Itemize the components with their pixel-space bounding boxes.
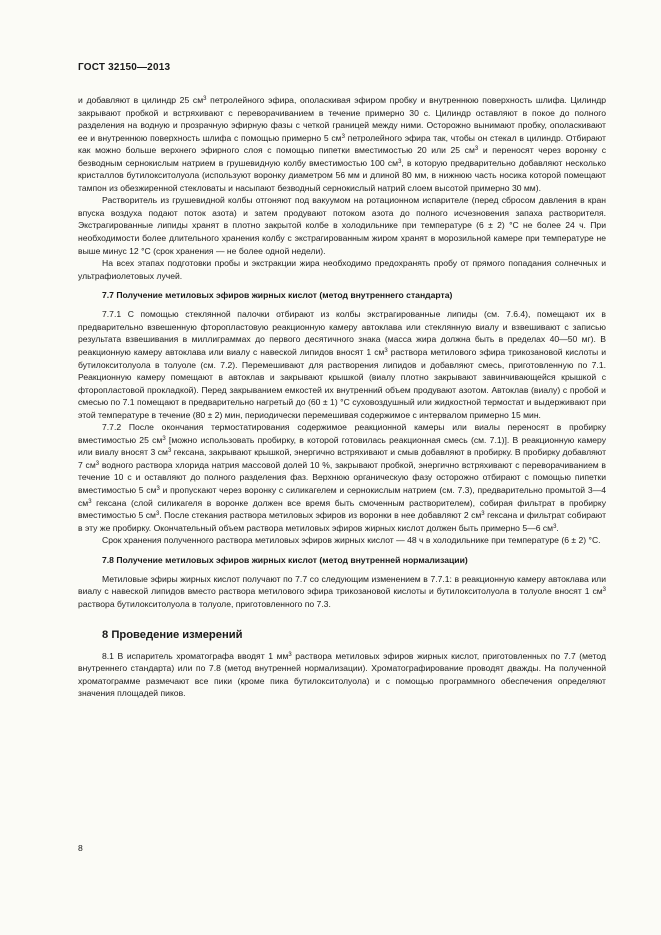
heading-7-7: 7.7 Получение метиловых эфиров жирных кислот (метод внутреннего стандарта) (102, 290, 453, 300)
document-header: ГОСТ 32150—2013 (78, 62, 171, 73)
paragraph-light-protection: На всех этапах подготовки пробы и экстракции жира необходимо предохранять пробу от прямого попадания солнечных и ультрафиолетовых лучей. (78, 258, 606, 281)
paragraph-storage: Срок хранения полученного раствора метиловых эфиров жирных кислот — 48 ч в холодильнике при температуре (6 ± 2) °С. (102, 535, 601, 546)
paragraph-7-7-1: 7.7.1 С помощью стеклянной палочки отбирают из колбы экстрагированные липиды (см. 7.6.4), помещают их в предварительно взвешенную фторопластовую реакционную камеру автоклава или стеклянную виалу и взвешивают с записью результата взвешивания в миллиграммах до первого десятичного знака (масса жира должна быть в пределах 40—50 мг). В реакционную камеру автоклава или виалу с навеской липидов вносят 1 $см^3$ раствора метилового эфира трикозановой кислоты и бутилокситолуола в толуоле (см. 7.2). Перемешивают для растворения липидов и добавляют смесь, приготовленную по 7.1. Реакционную камеру помещают в автоклав и закрывают крышкой (виалу плотно закрывают завинчивающейся крышкой с фторопластовой прокладкой). Перед закрыванием емкостей их внутренний объем продувают азотом. Автоклав (виалу) с пробой и смесью по 7.1 помещают в предварительно нагретый до (60 ± 1) °С суховоздушный или жидкостной термостат и выдерживают при этой температуре в течение (80 ± 2) мин, периодически перемешивая содержимое с интервалом примерно 15 мин. (78, 309, 607, 420)
paragraph-7-8: Метиловые эфиры жирных кислот получают по 7.7 со следующим изменением в 7.7.1: в реакционную камеру автоклава или виалу с навеской липидов вместо раствора метилового эфира трикозановой кислоты и бутилокситолуола в толуоле вносят 1 $см^3$ раствора бутилокситолуола в толуоле, приготовленного по 7.3. (78, 573, 606, 609)
page-number: 8 (78, 843, 83, 853)
paragraph-8-1: 8.1 В испаритель хроматографа вводят 1 $мм^3$ раствора метиловых эфиров жирных кислот, приготовленных по 7.7 (метод внутреннего стандарта) или по 7.8 (метод внутренней нормализации). Хроматографирование проводят дважды. На полученной хроматограмме размечают все пики (кроме пика бутилокситолуола) и с помощью программного обеспечения определяют значения площадей пиков. (78, 650, 607, 699)
document-body (78, 94, 606, 700)
heading-8: 8 Проведение измерений (102, 628, 243, 641)
heading-7-8: 7.8 Получение метиловых эфиров жирных кислот (метод внутренней нормализации) (102, 554, 468, 565)
paragraph-continuation: и добавляют в цилиндр 25 $см^3$ петролейного эфира, ополаскивая эфиром пробку и внутреннюю поверхность шлифа. Цилиндр закрывают пробкой и встряхивают с переворачиванием в течение примерно 30 с. Цилиндр оставляют в покое до полного разделения на водную и прозрачную эфирную фазы с четкой границей между ними. Осторожно вынимают пробку, ополаскивают ее и внутреннюю поверхность шлифа с помощью примерно 5 $см^3$ петролейного эфира так, чтобы он стекал в цилиндр. Отбирают как можно больше верхнего эфирного слоя с помощью пипетки вместимостью 20 или 25 $см^3$ и переносят через воронку с безводным сернокислым натрием в грушевидную колбу вместимостью 100 $см^3$, в которую предварительно добавляют несколько кристаллов бутилокситолуола (используют воронку диаметром 56 мм и длиной 80 мм, в нижнюю часть носика которой помещают тампон из обезжиренной стекловаты и насыпают безводный сернокислый натрий слоем высотой примерно 30 мм). (78, 95, 607, 193)
paragraph-7-7-2: 7.7.2 После окончания термостатирования содержимое реакционной камеры или виалы переносят в пробирку вместимостью 25 $см^3$ [можно использовать пробирку, в которой готовилась реакционная смесь (см. 7.1)]. В реакционную камеру или виалу вносят 3 $см^3$ гексана, закрывают крышкой, энергично встряхивают и смыв добавляют в пробирку. В пробирку добавляют 7 $см^3$ водного раствора хлорида натрия массовой долей 10 %, закрывают пробкой, энергично встряхивают с переворачиванием в течение 10 с и оставляют до полного разделения фаз. Верхнюю органическую фазу осторожно отбирают с помощью пипетки вместимостью 5 $см^3$ и пропускают через воронку с силикагелем и сернокислым натрием (см. 7.3), предварительно промытой 3—4 $см^3$ гексана (слой силикагеля в воронке должен все время быть смоченным растворителем), собирая фильтрат в пробирку вместимостью 5 $см^3$. После стекания раствора метиловых эфиров из воронки в нее добавляют 2 $см^3$ гексана и фильтрат собирают в эту же пробирку. Окончательный объем раствора метиловых эфиров жирных кислот должен быть примерно 5—6 $см^3$. (78, 422, 607, 533)
paragraph-solvent-removal: Растворитель из грушевидной колбы отгоняют под вакуумом на ротационном испарителе (перед сбросом давления в кран впуска воздуха подают поток азота) и затем продувают потоком азота до полного исчезновения запаха растворителя. Экстрагированные липиды хранят в плотно закрытой колбе в холодильнике при температуре (6 ± 2) °С не более 24 ч. При необходимости более длительного хранения колбу с экстрагированным жиром хранят в морозильной камере при температуре не выше минус 12 °С (срок хранения — не более одной недели). (78, 195, 606, 256)
